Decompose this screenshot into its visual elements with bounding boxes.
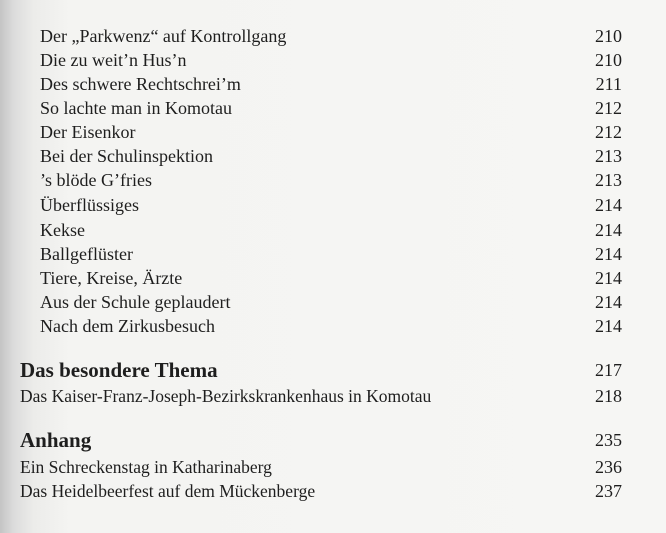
toc-entry-title: Kekse [40, 219, 85, 240]
toc-entry-title: Ein Schreckenstag in Katharinaberg [20, 456, 272, 477]
toc-entry [0, 266, 666, 290]
toc-entry [0, 290, 666, 314]
toc-entry [0, 96, 666, 120]
toc-entry-page: 211 [595, 73, 622, 94]
toc-entry-title: Der „Parkwenz“ auf Kontrollgang [40, 25, 287, 46]
toc-entry-page: 218 [595, 385, 622, 406]
section-heading-title: Anhang [20, 427, 92, 452]
toc-entry-title: Aus der Schule geplaudert [40, 291, 231, 312]
toc-entry [0, 24, 666, 48]
toc-entry [0, 384, 666, 408]
section-heading-title: Das besondere Thema [20, 357, 218, 382]
toc-entry-page: 214 [595, 194, 622, 215]
toc-entry-page: 213 [595, 169, 622, 190]
toc-entry [0, 120, 666, 144]
toc-entry-title: ’s blöde G’fries [40, 169, 152, 190]
toc-entry-page: 214 [595, 267, 622, 288]
toc-entry-title: Ballgeflüster [40, 243, 133, 264]
toc-entry-page: 210 [595, 25, 622, 46]
toc-entry [0, 455, 666, 479]
toc-entry-page: 213 [595, 145, 622, 166]
section-heading [0, 358, 666, 382]
toc-entry-title: Das Heidelbeerfest auf dem Mückenberge [20, 480, 316, 501]
toc-entry [0, 193, 666, 217]
toc-entry-page: 214 [595, 315, 622, 336]
toc-entry-page: 214 [595, 291, 622, 312]
toc-entry [0, 144, 666, 168]
toc-entry-page: 212 [595, 97, 622, 118]
toc-entry [0, 479, 666, 503]
toc-entry-title: Der Eisenkor [40, 121, 136, 142]
toc-entry-page: 237 [595, 480, 622, 501]
toc-entry-page: 214 [595, 243, 622, 264]
toc-entry-title: Nach dem Zirkusbesuch [40, 315, 215, 336]
section-heading [0, 428, 666, 452]
toc-entry-page: 212 [595, 121, 622, 142]
toc-entry-title: Bei der Schulinspektion [40, 145, 213, 166]
toc-entry [0, 48, 666, 72]
toc-entry-title: So lachte man in Komotau [40, 97, 232, 118]
toc-entry-title: Das Kaiser-Franz-Joseph-Bezirkskrankenhaus in Komotau [20, 385, 432, 406]
toc-entry-title: Tiere, Kreise, Ärzte [40, 267, 183, 288]
section-heading-page: 217 [595, 359, 622, 380]
toc-entry-page: 236 [595, 456, 622, 477]
toc-entry-title: Überflüssiges [40, 194, 139, 215]
toc-entry-title: Die zu weit’n Hus’n [40, 49, 187, 70]
toc-entry [0, 168, 666, 192]
toc-entry [0, 218, 666, 242]
toc-entry-page: 210 [595, 49, 622, 70]
toc-entry-title: Des schwere Rechtschrei’m [40, 73, 241, 94]
toc-entry-page: 214 [595, 219, 622, 240]
toc-entry [0, 72, 666, 96]
toc-entry [0, 314, 666, 338]
section-heading-page: 235 [595, 429, 622, 450]
toc-entry [0, 242, 666, 266]
